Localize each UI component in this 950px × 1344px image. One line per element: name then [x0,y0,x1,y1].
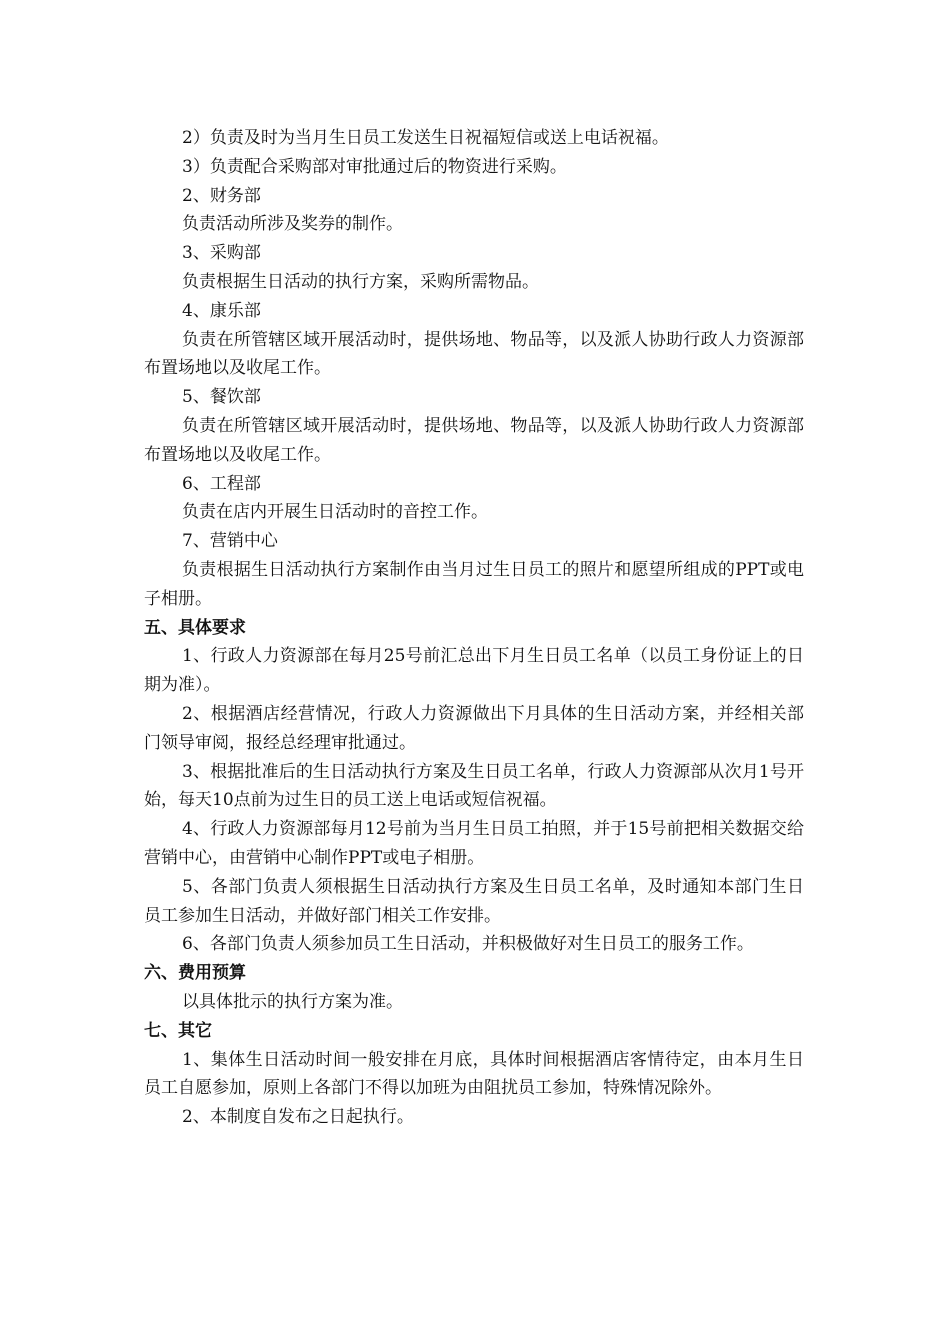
paragraph: 2、本制度自发布之日起执行。 [182,1107,414,1128]
subsection-heading: 5、餐饮部 [182,387,261,408]
paragraph: 1、行政人力资源部在每月25号前汇总出下月生日员工名单（以员工身份证上的日期为准）。 [144,646,804,696]
paragraph: 6、各部门负责人须参加员工生日活动，并积极做好对生日员工的服务工作。 [182,934,754,955]
subsection-heading: 7、营销中心 [182,531,278,552]
subsection-heading: 6、工程部 [182,473,261,494]
paragraph: 1、集体生日活动时间一般安排在月底，具体时间根据酒店客情待定，由本月生日员工自愿参加，原则上各部门不得以加班为由阻扰员工参加，特殊情况除外。 [144,1049,804,1099]
subsection-heading: 2、财务部 [182,185,261,206]
paragraph: 3、根据批准后的生日活动执行方案及生日员工名单，行政人力资源部从次月1号开始，每天10点前为过生日的员工送上电话或短信祝福。 [144,761,804,811]
section-heading: 六、费用预算 [144,963,246,984]
paragraph: 5、各部门负责人须根据生日活动执行方案及生日员工名单，及时通知本部门生日员工参加生日活动，并做好部门相关工作安排。 [144,876,804,926]
section-heading: 五、具体要求 [144,617,246,638]
paragraph: 负责根据生日活动执行方案制作由当月过生日员工的照片和愿望所组成的PPT或电子相册。 [144,559,804,609]
paragraph: 3）负责配合采购部对审批通过后的物资进行采购。 [182,156,567,177]
paragraph: 4、行政人力资源部每月12号前为当月生日员工拍照，并于15号前把相关数据交给营销中心，由营销中心制作PPT或电子相册。 [144,819,804,868]
paragraph: 负责根据生日活动的执行方案，采购所需物品。 [182,271,539,292]
paragraph: 负责活动所涉及奖券的制作。 [182,214,403,235]
paragraph: 负责在店内开展生日活动时的音控工作。 [182,502,488,523]
paragraph: 负责在所管辖区域开展活动时，提供场地、物品等，以及派人协助行政人力资源部布置场地以及收尾工作。 [144,415,804,465]
document-body [144,124,804,1132]
paragraph: 以具体批示的执行方案为准。 [182,991,403,1012]
section-heading: 七、其它 [144,1020,212,1041]
paragraph: 2、根据酒店经营情况，行政人力资源做出下月具体的生日活动方案，并经相关部门领导审阅，报经总经理审批通过。 [144,703,804,753]
subsection-heading: 3、采购部 [182,243,261,264]
paragraph: 2）负责及时为当月生日员工发送生日祝福短信或送上电话祝福。 [182,128,669,148]
paragraph: 负责在所管辖区域开展活动时，提供场地、物品等，以及派人协助行政人力资源部布置场地以及收尾工作。 [144,329,804,379]
subsection-heading: 4、康乐部 [182,300,261,321]
